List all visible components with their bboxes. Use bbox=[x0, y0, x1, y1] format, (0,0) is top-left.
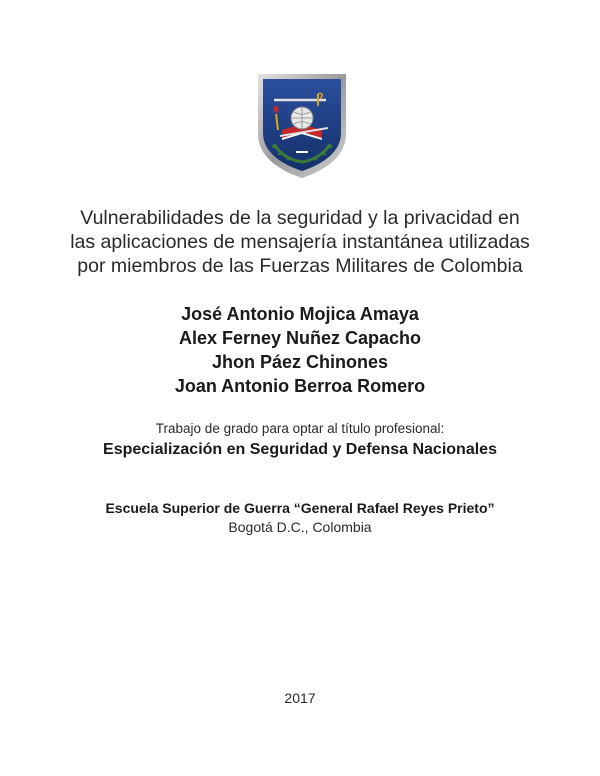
authors-list bbox=[40, 302, 560, 398]
author-name: Jhon Páez Chinones bbox=[211, 352, 389, 372]
author-name: Joan Antonio Berroa Romero bbox=[174, 376, 426, 396]
degree-name: Especialización en Seguridad y Defensa Nacionales bbox=[103, 441, 497, 458]
publication-year: 2017 bbox=[284, 690, 316, 706]
military-school-shield-icon bbox=[256, 72, 348, 180]
institution-location: Bogotá D.C., Colombia bbox=[228, 519, 372, 535]
title-line: las aplicaciones de mensajería instantánea utilizadas bbox=[70, 231, 530, 253]
title-line: por miembros de las Fuerzas Militares de Colombia bbox=[77, 255, 523, 277]
title-line: Vulnerabilidades de la seguridad y la privacidad en bbox=[80, 207, 520, 229]
author-name: Alex Ferney Nuñez Capacho bbox=[178, 328, 422, 348]
degree-label: Trabajo de grado para optar al título profesional: bbox=[155, 421, 445, 436]
author-name: José Antonio Mojica Amaya bbox=[181, 304, 419, 324]
document-title bbox=[40, 206, 560, 278]
institution-name: Escuela Superior de Guerra “General Rafael Reyes Prieto” bbox=[105, 500, 495, 516]
